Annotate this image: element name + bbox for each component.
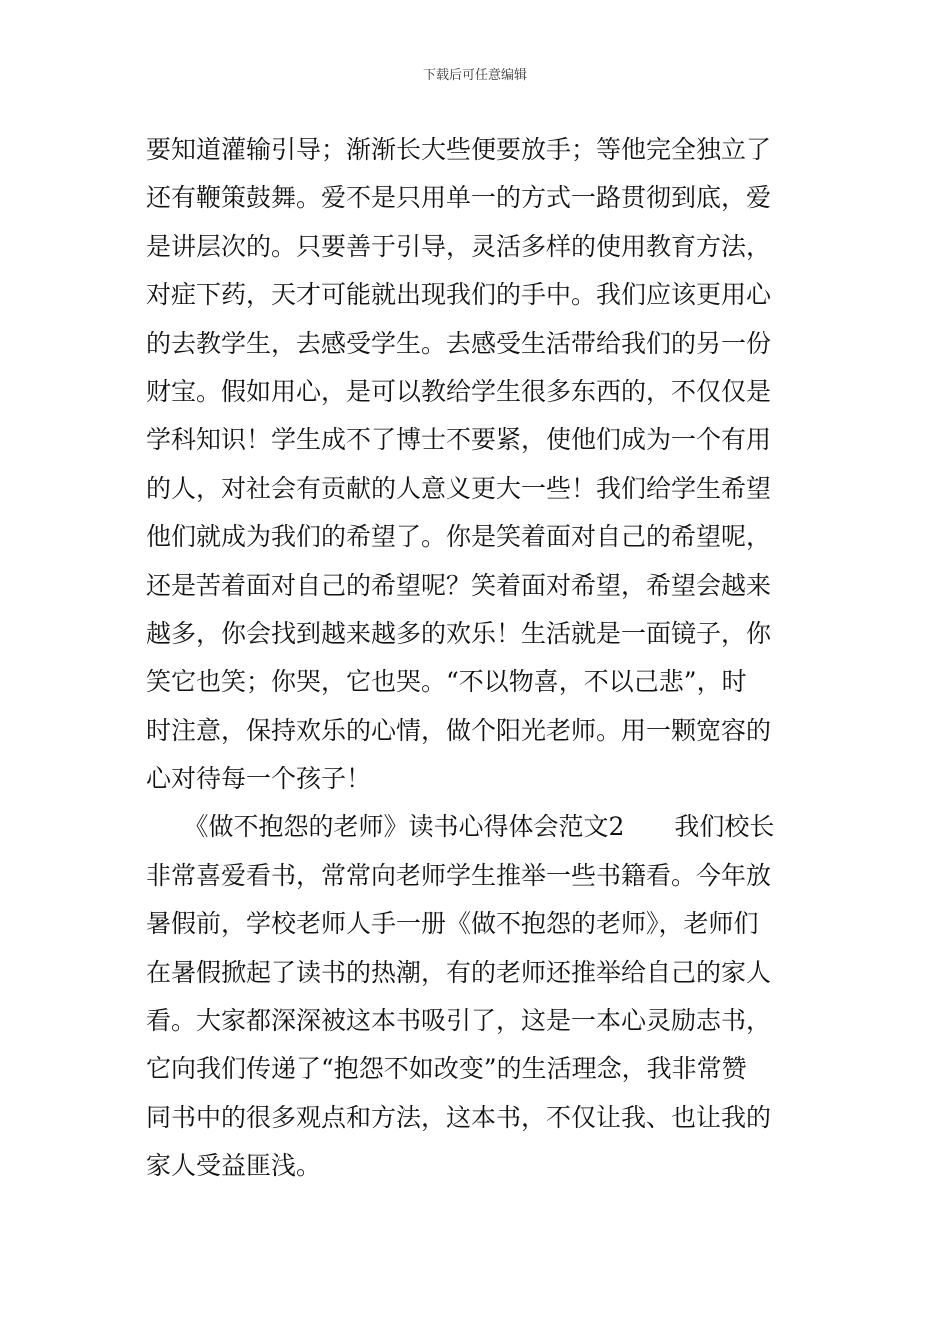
text-line: 在暑假掀起了读书的热潮，有的老师还推举给自己的家人	[146, 957, 772, 987]
text-line: 同书中的很多观点和方法，这本书，不仅让我、也让我的	[146, 1102, 772, 1132]
text-line: 对症下药，天才可能就出现我们的手中。我们应该更用心	[146, 280, 772, 310]
text-line: 还有鞭策鼓舞。爱不是只用单一的方式一路贯彻到底，爱	[146, 183, 772, 213]
text-line: 它向我们传递了“抱怨不如改变”的生活理念，我非常赞	[146, 1054, 747, 1084]
body-text	[146, 126, 806, 1191]
text-line: 学科知识！学生成不了博士不要紧，使他们成为一个有用	[146, 425, 772, 455]
text-line: 是讲层次的。只要善于引导，灵活多样的使用教育方法，	[146, 231, 772, 261]
text-line: 还是苦着面对自己的希望呢？笑着面对希望，希望会越来	[146, 570, 772, 600]
text-line: 时注意，保持欢乐的心情，做个阳光老师。用一颗宽容的	[146, 715, 772, 745]
text-line: 非常喜爱看书，常常向老师学生推举一些书籍看。今年放	[146, 860, 772, 890]
text-line: 家人受益匪浅。	[146, 1151, 322, 1181]
text-line: 他们就成为我们的希望了。你是笑着面对自己的希望呢，	[146, 522, 772, 552]
text-line: 看。大家都深深被这本书吸引了，这是一本心灵励志书，	[146, 1006, 772, 1036]
page-header: 下载后可任意编辑	[422, 68, 527, 83]
text-line: 越多，你会找到越来越多的欢乐！生活就是一面镜子，你	[146, 618, 772, 648]
text-line: 财宝。假如用心，是可以教给学生很多东西的，不仅仅是	[146, 376, 772, 406]
text-line: 暑假前，学校老师人手一册《做不抱怨的老师》，老师们	[146, 909, 759, 939]
text-line: 的人，对社会有贡献的人意义更大一些！我们给学生希望	[146, 473, 772, 503]
text-line: 《做不抱怨的老师》读书心得体会范文2 我们校长	[146, 812, 775, 842]
text-line: 心对待每一个孩子！	[146, 764, 372, 794]
text-line: 笑它也笑；你哭，它也哭。“不以物喜，不以己悲”，时	[146, 667, 747, 697]
text-line: 要知道灌输引导；渐渐长大些便要放手；等他完全独立了	[146, 135, 772, 164]
text-line: 的去教学生，去感受学生。去感受生活带给我们的另一份	[146, 328, 772, 358]
